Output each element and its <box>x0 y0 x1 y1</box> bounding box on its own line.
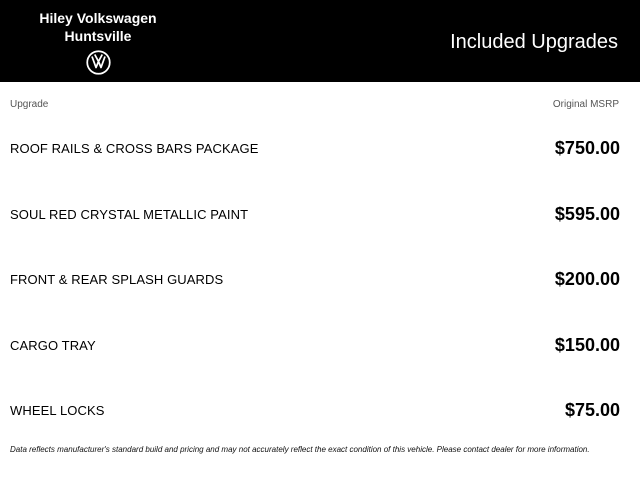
upgrade-name: FRONT & REAR SPLASH GUARDS <box>10 272 224 288</box>
upgrade-name: WHEEL LOCKS <box>10 403 105 419</box>
column-header-msrp: Original MSRP <box>552 99 619 110</box>
upgrade-row <box>0 182 640 248</box>
column-header-upgrade: Upgrade <box>10 99 49 110</box>
upgrade-name: CARGO TRAY <box>10 337 96 353</box>
page-title: Included Upgrades <box>450 31 618 53</box>
vw-logo-icon <box>86 50 111 75</box>
upgrade-name: SOUL RED CRYSTAL METALLIC PAINT <box>10 206 249 222</box>
dealer-city: Huntsville <box>64 28 132 44</box>
upgrade-price: $200.00 <box>554 269 620 290</box>
dealer-name: Hiley Volkswagen <box>39 10 157 26</box>
upgrade-row <box>0 378 640 444</box>
upgrade-price: $150.00 <box>554 334 620 355</box>
upgrade-price: $75.00 <box>564 400 620 421</box>
upgrade-row <box>0 247 640 313</box>
upgrade-list <box>0 116 640 441</box>
dealer-branding <box>18 9 178 75</box>
upgrade-row <box>0 313 640 379</box>
page-header <box>0 0 640 82</box>
upgrade-row <box>0 116 640 182</box>
upgrade-price: $750.00 <box>554 138 620 158</box>
table-header <box>0 99 640 115</box>
upgrade-price: $595.00 <box>554 203 620 224</box>
disclaimer-text: Data reflects manufacturer's standard build and pricing and may not accurately reflect the exact condition of this vehicle. Please contact dealer for more information. <box>10 445 590 454</box>
upgrade-name: ROOF RAILS & CROSS BARS PACKAGE <box>10 141 259 156</box>
